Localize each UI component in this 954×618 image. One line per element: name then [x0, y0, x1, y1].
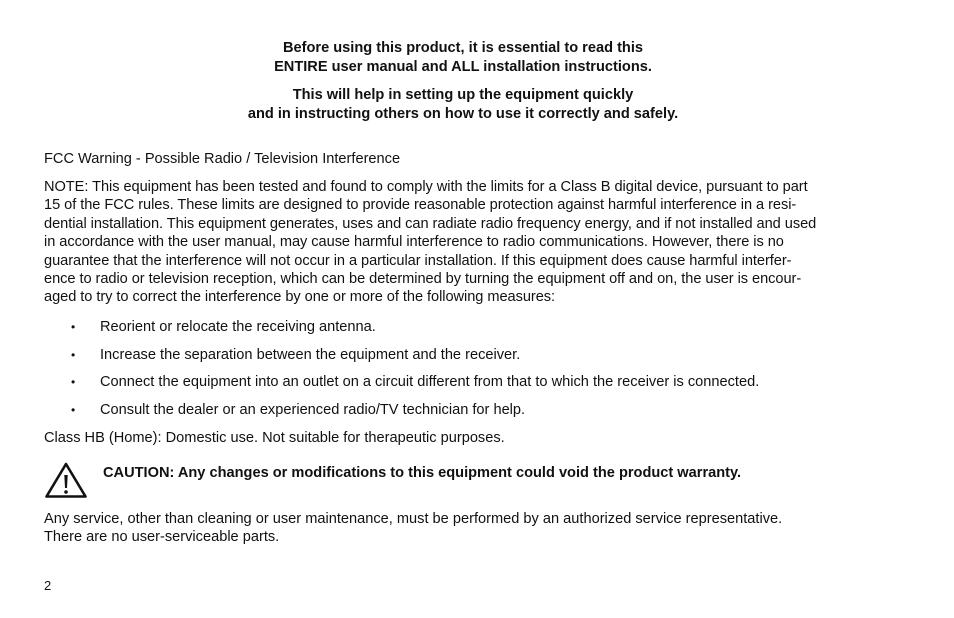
intro-setup-help [40, 86, 886, 124]
intro-line: This will help in setting up the equipment quickly [292, 87, 634, 103]
service-line: Any service, other than cleaning or user maintenance, must be performed by an authorized service representative. [44, 511, 783, 527]
intro-line: ENTIRE user manual and ALL installation instructions. [274, 59, 652, 75]
note-line: guarantee that the interference will not occur in a particular installation. If this equipment does cause harmful interfer- [44, 252, 792, 269]
note-line: in accordance with the user manual, may cause harmful interference to radio communications. However, there is no [44, 234, 784, 251]
caution-statement: CAUTION: Any changes or modifications to this equipment could void the product warranty. [103, 465, 742, 481]
warning-triangle-icon [44, 461, 88, 499]
list-item [44, 318, 894, 346]
service-line: There are no user-serviceable parts. [44, 529, 280, 546]
note-line: dential installation. This equipment generates, uses and can radiate radio frequency energy, and if not installed and used [44, 215, 817, 232]
bullet-icon: • [71, 320, 76, 334]
list-item-text: Connect the equipment into an outlet on a circuit different from that to which the receiver is connected. [100, 374, 760, 391]
page-number: 2 [44, 578, 52, 593]
list-item [44, 346, 894, 374]
intro-line: Before using this product, it is essential to read this [282, 40, 644, 56]
intro-line: and in instructing others on how to use it correctly and safely. [247, 106, 679, 122]
list-item-text: Reorient or relocate the receiving antenna. [100, 319, 376, 335]
list-item-text: Increase the separation between the equipment and the receiver. [100, 346, 521, 363]
bullet-icon: • [71, 347, 76, 362]
fcc-heading: FCC Warning - Possible Radio / Television Interference [44, 151, 401, 167]
fcc-note-paragraph [44, 178, 894, 307]
intro-read-manual [40, 39, 886, 77]
list-item [44, 401, 894, 429]
note-line: 15 of the FCC rules. These limits are designed to provide reasonable protection against harmful interference in a resi- [44, 197, 797, 214]
note-line: ence to radio or television reception, which can be determined by turning the equipment off and on, the user is encour- [44, 271, 802, 288]
interference-measures-list [44, 318, 894, 429]
list-item-text: Consult the dealer or an experienced radio/TV technician for help. [100, 402, 526, 419]
note-line: NOTE: This equipment has been tested and found to comply with the limits for a Class B digital device, pursuant to part [44, 179, 808, 195]
class-hb-statement: Class HB (Home): Domestic use. Not suitable for therapeutic purposes. [44, 430, 505, 446]
service-statement [44, 510, 894, 547]
bullet-icon: • [71, 375, 76, 390]
list-item [44, 373, 894, 401]
bullet-icon: • [71, 403, 76, 418]
note-line: aged to try to correct the interference by one or more of the following measures: [44, 289, 556, 306]
